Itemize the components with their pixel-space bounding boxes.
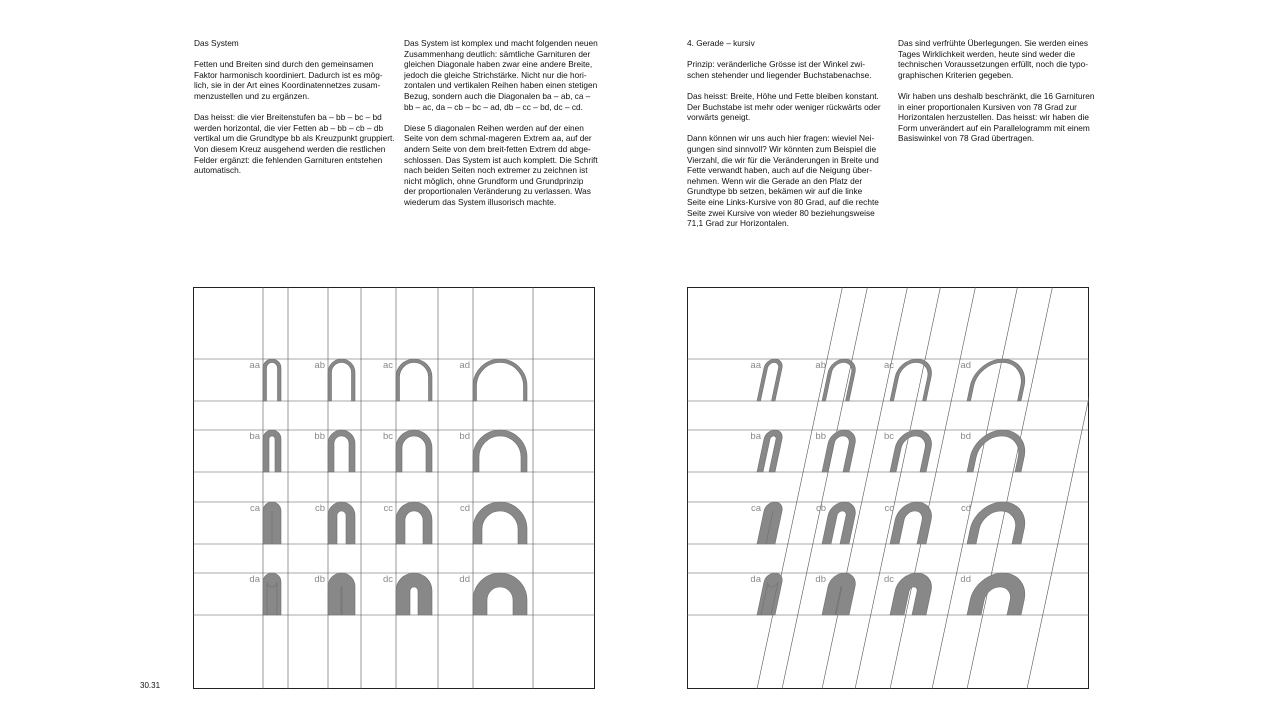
text-column-1 (194, 38, 396, 186)
grid-label: bd (459, 431, 470, 442)
grid-label: ac (883, 360, 895, 371)
grid-label: da (249, 574, 260, 585)
glyph-n-dd (967, 573, 1030, 615)
glyph-n-cb (822, 502, 858, 544)
glyph-n-ab (328, 359, 355, 401)
glyph-n-dc (890, 573, 935, 615)
grid-label: bb (815, 431, 827, 442)
grid-label: ab (815, 360, 827, 371)
glyph-n-da (757, 573, 784, 615)
grid-rule-slanted (855, 287, 940, 689)
glyph-n-dc (396, 573, 432, 615)
paragraph: Das heisst: Breite, Höhe und Fette bleiben konstant. Der Buchstabe ist mehr oder weniger rückwärts oder vorwärts geneigt. (687, 90, 881, 123)
glyph-n-ad (473, 359, 527, 401)
grid-label: ca (750, 503, 762, 514)
glyph-n-bb (328, 430, 355, 472)
grid-frame (688, 288, 1089, 689)
paragraph: Wir haben uns deshalb beschränkt, die 16 Garnituren in einer proportionalen Kursiven von 78 Grad zur Horizontalen herzustellen. Das heisst: wir haben die Form unverändert auf ein Parallelogramm mit einem Basiswinkel von 78 Grad übertragen. (898, 90, 1095, 144)
grid-label: ba (249, 431, 260, 442)
text-column-2 (404, 38, 606, 218)
glyph-n-cc (396, 502, 432, 544)
grid-rule-slanted (757, 287, 842, 689)
glyph-n-ac (890, 359, 935, 401)
paragraph: Prinzip: veränderliche Grösse ist der Winkel zwi- schen stehender und liegender Buchstabenachse. (687, 59, 872, 80)
grid-rule-slanted (782, 287, 867, 689)
grid-label: dd (960, 574, 972, 585)
page-number: 30.31 (140, 681, 161, 690)
paragraph: Das sind verfrühte Überlegungen. Sie werden eines Tages Wirklichkeit werden, heute sind weder die technischen Voraussetzungen erfüllt, noch die typo- graphischen Kriterien gegeben. (898, 38, 1089, 80)
glyph-n-cd (967, 502, 1030, 544)
text-column-3 (687, 38, 889, 239)
glyph-n-ab (822, 359, 858, 401)
glyph-n-ac (396, 359, 432, 401)
glyph-n-ba (263, 430, 281, 472)
glyph-n-ca (263, 502, 281, 544)
grid-label: bb (314, 431, 325, 442)
grid-label: dc (382, 574, 393, 585)
grid-label: cb (815, 503, 827, 514)
glyph-grid (249, 359, 527, 615)
glyph-n-db (328, 573, 355, 615)
section-heading: 4. Gerade – kursiv (687, 38, 755, 48)
paragraph: Fetten und Breiten sind durch den gemeinsamen Faktor harmonisch koordiniert. Dadurch ist es mög- lich, sie in der Art eines Koordinatennetzes zusam- menzustellen und zu ergänzen. (194, 59, 383, 101)
glyph-grid (750, 359, 1029, 615)
glyph-n-dd (473, 573, 527, 615)
text-column-4 (898, 38, 1100, 155)
grid-label: cc (884, 503, 895, 514)
glyph-n-bb (822, 430, 858, 472)
glyph-n-cc (890, 502, 935, 544)
glyph-n-bc (890, 430, 935, 472)
grid-label: ad (960, 360, 972, 371)
glyph-n-cd (473, 502, 527, 544)
grid-rule-slanted (932, 287, 1017, 689)
grid-label: ab (314, 360, 325, 371)
grid-label: ca (249, 503, 260, 514)
grid-rule-slanted (822, 287, 907, 689)
paragraph: Das System ist komplex und macht folgenden neuen Zusammenhang deutlich: sämtliche Garnituren der gleichen Diagonale haben zwar eine andere Breite, jedoch die gleiche Strichstärke. Nicht nur die hori- zontalen und vertikalen Reihen haben einen stetigen Bezug, sondern auch die Diagonalen ba – ab, ca – bb – ac, da – cb – bc – ad, db – cc – bd, dc – cd. (404, 38, 598, 112)
glyph-n-ad (967, 359, 1030, 401)
grid-label: cd (459, 503, 470, 514)
section-heading: Das System (194, 38, 239, 48)
grid-label: ac (382, 360, 393, 371)
glyph-n-aa (757, 359, 784, 401)
glyph-n-bd (473, 430, 527, 472)
grid-label: ad (459, 360, 470, 371)
grid-label: cc (383, 503, 393, 514)
glyph-n-db (822, 573, 858, 615)
grid-label: bd (960, 431, 972, 442)
grid-label: db (314, 574, 325, 585)
paragraph: Diese 5 diagonalen Reihen werden auf der einen Seite von dem schmal-mageren Extrem aa, auf der andern Seite von dem breit-fetten Extrem dd abge- schlossen. Das System ist auch komplett. Die Schrift nach beiden Seiten noch extremer zu zeichnen ist nicht möglich, ohne Grundform und Grundprinzip der proportionalen Veränderung zu verlassen. Was wiederum das System illusorisch machte. (404, 122, 598, 207)
grid-label: cd (960, 503, 972, 514)
glyph-n-ca (757, 502, 784, 544)
grid-label: bc (382, 431, 393, 442)
figure-upright-grid (193, 287, 595, 689)
figure-italic-grid (687, 287, 1089, 689)
grid-label: aa (249, 360, 260, 371)
grid-frame (194, 288, 595, 689)
glyph-n-ba (757, 430, 784, 472)
paragraph: Dann können wir uns auch hier fragen: wieviel Nei- gungen sind sinnvoll? Wir könnten zum Beispiel die Vierzahl, die wir für die Veränderungen in Breite und Fette verwandt haben, auch auf die Neigung über- nehmen. Wenn wir die Gerade an den Platz der Grundtype bb setzen, bekämen wir auf die linke Seite eine Links-Kursive von 80 Grad, auf die rechte Seite zwei Kursive von wieder 80 beziehungsweise 71,1 Grad zur Horizontalen. (687, 133, 879, 229)
grid-label: aa (750, 360, 762, 371)
grid-label: dd (459, 574, 470, 585)
paragraph: Das heisst: die vier Breitenstufen ba – bb – bc – bd werden horizontal, die vier Fetten ab – bb – cb – db vertikal um die Grundtype bb als Kreuzpunkt gruppiert. Von diesem Kreuz ausgehend werden die restlichen Felder ergänzt: die fehlenden Garnituren entstehen automatisch. (194, 112, 395, 176)
glyph-n-bc (396, 430, 432, 472)
grid-label: da (750, 574, 762, 585)
grid-label: ba (750, 431, 762, 442)
grid-label: dc (883, 574, 895, 585)
grid-label: db (815, 574, 827, 585)
grid-label: cb (314, 503, 325, 514)
glyph-n-cb (328, 502, 355, 544)
grid-rule-slanted (890, 287, 975, 689)
glyph-n-da (263, 573, 281, 615)
glyph-n-aa (263, 359, 281, 401)
grid-rule-slanted (1027, 287, 1089, 689)
grid-label: bc (883, 431, 895, 442)
